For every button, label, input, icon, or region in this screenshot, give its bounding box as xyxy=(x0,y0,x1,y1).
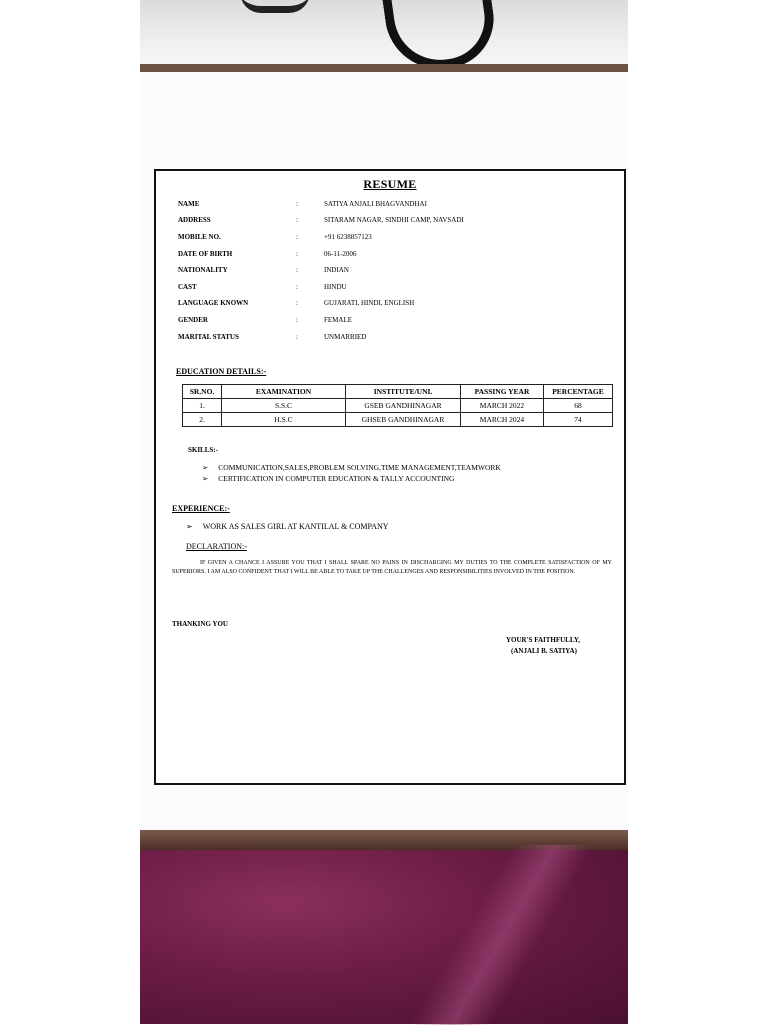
column-header: PASSING YEAR xyxy=(461,385,544,399)
column-header: SR.NO. xyxy=(183,385,222,399)
field-value: INDIAN xyxy=(324,266,349,274)
field-value: FEMALE xyxy=(324,316,352,324)
skills-heading: SKILLS:- xyxy=(188,446,218,454)
field-separator: : xyxy=(296,233,298,241)
field-label: LANGUAGE KNOWN xyxy=(178,299,249,307)
field-label: CAST xyxy=(178,283,197,291)
bullet-arrow-icon: ➢ xyxy=(202,474,209,483)
table-cell: 1. xyxy=(183,399,222,413)
resume-sheet xyxy=(154,169,626,785)
field-separator: : xyxy=(296,299,298,307)
closing-text: YOUR'S FAITHFULLY, xyxy=(506,636,581,644)
declaration-text: IF GIVEN A CHANCE I ASSURE YOU THAT I SHALL SPARE NO PAINS IN DISCHARGING MY DUTIES TO THE COMPLETE SATISFACTION OF MY SUPERIORS. I AM ALSO CONFIDENT THAT I WILL BE ABLE TO TAKE UP THE CHALLENGES AND RESPONSIBILITIES INVOLVED IN THE POSITION. xyxy=(172,560,612,575)
table-row xyxy=(183,399,613,413)
field-value: SITARAM NAGAR, SINDHI CAMP, NAVSADI xyxy=(324,216,464,224)
wooden-edge-top xyxy=(140,64,628,72)
table-cell: 68 xyxy=(544,399,613,413)
table-cell: 2. xyxy=(183,413,222,427)
table-cell: GSEB GANDHINAGAR xyxy=(346,399,461,413)
field-value: GUJARATI, HINDI, ENGLISH xyxy=(324,299,415,307)
field-value: 06-11-2006 xyxy=(324,250,357,258)
skill-item xyxy=(202,474,454,483)
field-separator: : xyxy=(296,333,298,341)
field-separator: : xyxy=(296,216,298,224)
field-value: HINDU xyxy=(324,283,347,291)
education-table xyxy=(182,384,613,427)
field-separator: : xyxy=(296,283,298,291)
table-cell: MARCH 2022 xyxy=(461,399,544,413)
table-header-row xyxy=(183,385,613,399)
field-label: MARITAL STATUS xyxy=(178,333,239,341)
skill-text: CERTIFICATION IN COMPUTER EDUCATION & TALLY ACCOUNTING xyxy=(218,474,455,483)
field-separator: : xyxy=(296,250,298,258)
skill-item xyxy=(202,463,501,472)
table-row xyxy=(183,413,613,427)
experience-item xyxy=(186,522,389,531)
signature-name: (ANJALI B. SATIYA) xyxy=(511,647,577,655)
field-label: NATIONALITY xyxy=(178,266,228,274)
column-header: EXAMINATION xyxy=(222,385,346,399)
field-label: MOBILE NO. xyxy=(178,233,221,241)
skill-text: COMMUNICATION,SALES,PROBLEM SOLVING,TIME MANAGEMENT,TEAMWORK xyxy=(218,463,501,472)
field-label: NAME xyxy=(178,200,200,208)
education-heading: EDUCATION DETAILS:- xyxy=(176,367,267,376)
bullet-arrow-icon: ➢ xyxy=(186,522,193,531)
table-cell: 74 xyxy=(544,413,613,427)
field-label: GENDER xyxy=(178,316,208,324)
field-label: ADDRESS xyxy=(178,216,211,224)
thanking-text: THANKING YOU xyxy=(172,620,228,628)
declaration-heading: DECLARATION:- xyxy=(186,542,247,551)
field-separator: : xyxy=(296,200,298,208)
experience-text: WORK AS SALES GIRL AT KANTILAL & COMPANY xyxy=(202,522,389,531)
field-separator: : xyxy=(296,266,298,274)
resume-title: RESUME xyxy=(363,177,417,191)
column-header: INSTITUTE/UNI. xyxy=(346,385,461,399)
bullet-arrow-icon: ➢ xyxy=(202,463,209,472)
table-cell: MARCH 2024 xyxy=(461,413,544,427)
field-value: UNMARRIED xyxy=(324,333,367,341)
table-cell: GHSEB GANDHINAGAR xyxy=(346,413,461,427)
field-value: +91 6238857123 xyxy=(324,233,372,241)
fabric-fold xyxy=(400,845,620,1025)
experience-heading: EXPERIENCE:- xyxy=(172,504,230,513)
field-separator: : xyxy=(296,316,298,324)
column-header: PERCENTAGE xyxy=(544,385,613,399)
table-cell: S.S.C xyxy=(222,399,346,413)
table-cell: H.S.C xyxy=(222,413,346,427)
field-value: SATIYA ANJALI BHAGVANDHAI xyxy=(324,200,427,208)
field-label: DATE OF BIRTH xyxy=(178,250,233,258)
